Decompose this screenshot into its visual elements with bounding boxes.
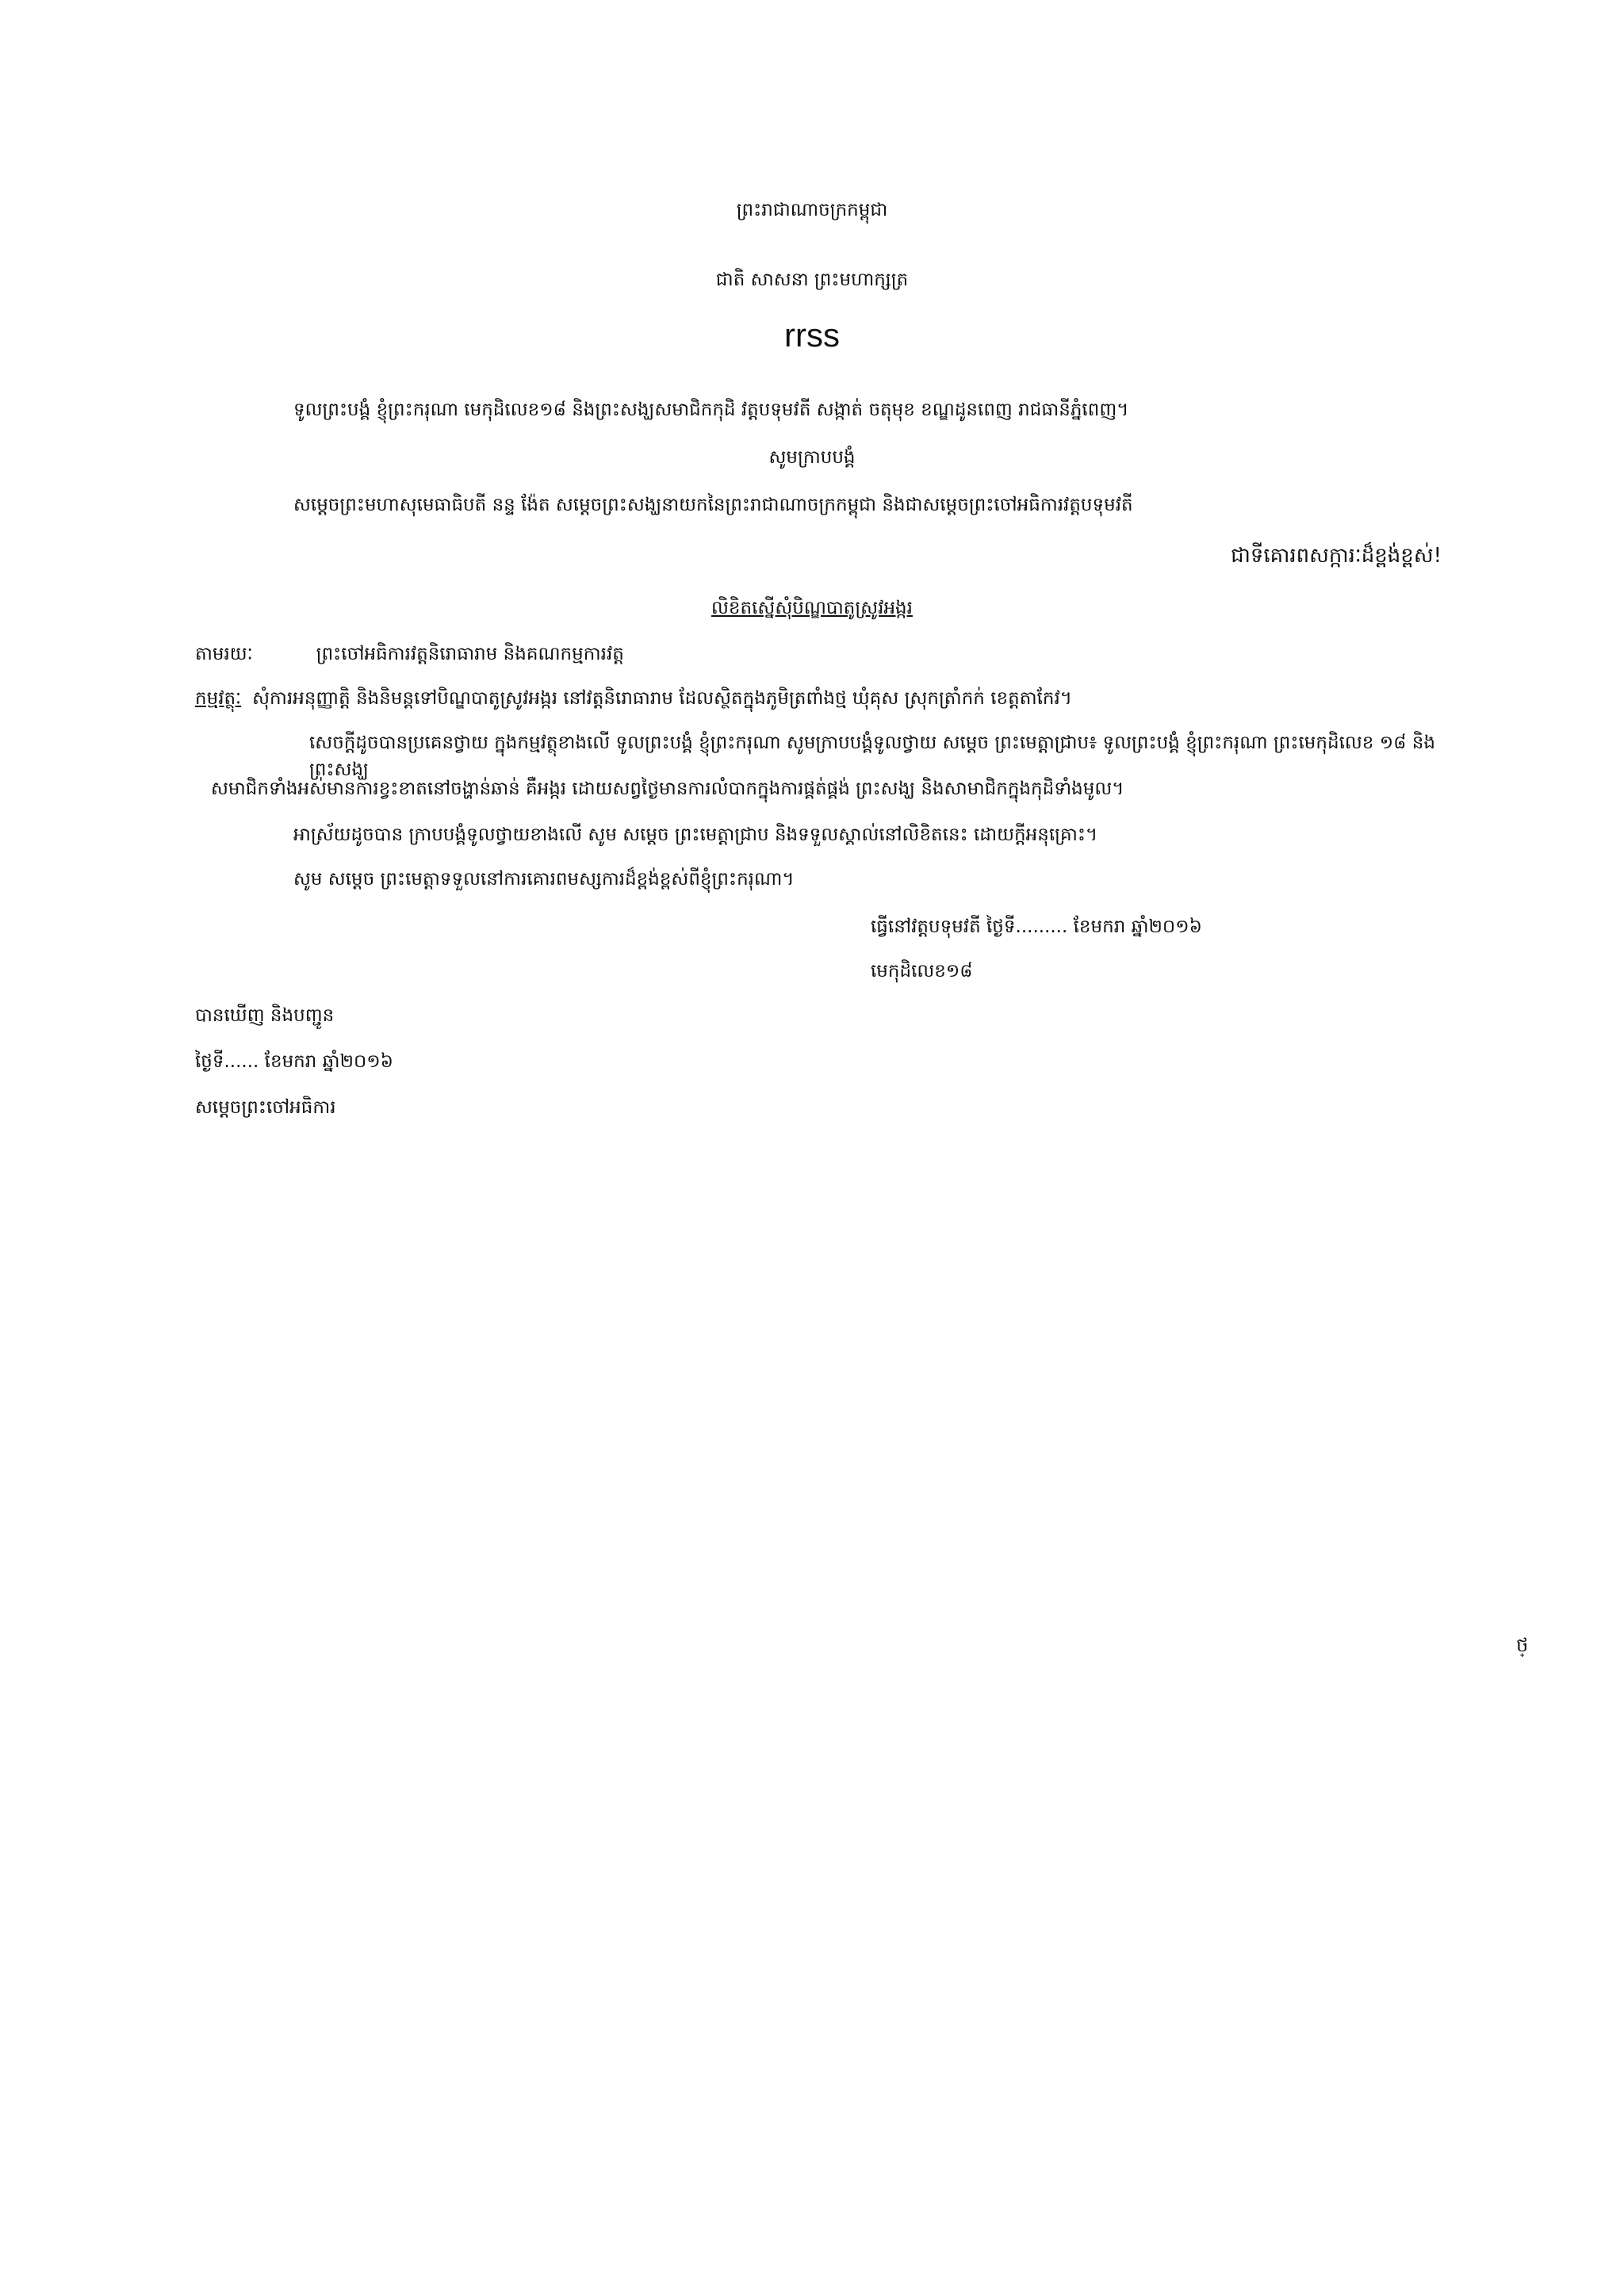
subject-row xyxy=(195,685,1072,712)
sender-line: ទូលព្រះបង្គំ ខ្ញុំព្រះករុណា មេកុដិលេខ១៨ និងព្រះសង្ឃសមាជិកកុដិ វត្តបទុមវតី សង្កាត់ ចតុមុខ ខណ្ឌដូនពេញ រាជធានីភ្នំពេញ។ xyxy=(293,400,1129,420)
ornament-symbol: rrss xyxy=(784,316,840,354)
respect-line: សូមក្រាបបង្គំ xyxy=(768,447,856,468)
document-title: លិខិតស្នើសុំបិណ្ឌបាតូស្រូវអង្ករ xyxy=(711,598,913,618)
via-value: ព្រះចៅអធិការវត្តនិរោធារាម និងគណកម្មការវត្ត xyxy=(316,644,624,664)
subject-label: កម្មវត្ថុៈ xyxy=(195,688,242,709)
body-paragraph-1-rest: សមាជិកទាំងអស់មានការខ្វះខាតនៅចង្ហាន់ឆាន់ គឺអង្ករ ដោយសព្វថ្ងៃមានការលំបាកក្នុងការផ្គត់ផ្គង់ ព្រះសង្ឃ និងសាមាជិកក្នុងកុដិទាំងមូល។ xyxy=(211,779,1124,799)
signature-signer: មេកុដិលេខ១៨ xyxy=(871,961,973,982)
subject-value: សុំការអនុញ្ញាត្តិ និងនិមន្តទៅបិណ្ឌបាតូស្រូវអង្ករ នៅវត្តនិរោធារាម ដែលស្ថិតក្នុងភូមិត្រពាំងថ្ម ឃុំគុស ស្រុកត្រាំកក់ ខេត្តតាកែវ។ xyxy=(252,688,1072,709)
body-paragraph-2: អាស្រ័យដូចបាន ក្រាបបង្គំទូលថ្វាយខាងលើ សូម សម្តេច ព្រះមេត្តាជ្រាប និងទទួលស្គាល់នៅលិខិតនេះ ដោយក្តីអនុគ្រោះ។ xyxy=(293,825,1098,845)
body-paragraph-1-first: សេចក្តីដូចបានប្រគេនថ្វាយ ក្នុងកម្មវត្ថុខាងលើ ទូលព្រះបង្គំ ខ្ញុំព្រះករុណា សូមក្រាបបង្គំទូលថ្វាយ សម្តេច ព្រះមេត្តាជ្រាប៖ ទូលព្រះបង្គំ ខ្ញុំព្រះករុណា ព្រះមេកុដិលេខ ១៨ និងព្រះសង្ឃ xyxy=(309,733,1435,780)
page-marker: ថ្ xyxy=(1516,1634,1529,1656)
recipient-line: សម្តេចព្រះមហាសុមេធាធិបតី នន្ទ ង៉ែត សម្តេចព្រះសង្ឃនាយកនៃព្រះរាជាណាចក្រកម្ពុជា និងជាសម្តេចព្រះចៅអធិការវត្តបទុមវតី xyxy=(293,495,1133,515)
signature-place-date: ធ្វើនៅវត្តបទុមវតី ថ្ងៃទី......... ខែមករា ឆ្នាំ២០១៦ xyxy=(871,916,1202,937)
motto-heading: ជាតិ សាសនា ព្រះមហាក្សត្រ xyxy=(715,270,909,290)
body-paragraph-3: សូម សម្តេច ព្រះមេត្តាទទួលនៅការគោរពមស្សការដ៏ខ្ពង់ខ្ពស់ពីខ្ញុំព្រះករុណា។ xyxy=(293,869,795,890)
approval-seen: បានឃើញ និងបញ្ជូន xyxy=(195,1005,335,1026)
via-row xyxy=(195,641,624,668)
approval-title: សម្តេចព្រះចៅអធិការ xyxy=(195,1097,336,1118)
approval-date: ថ្ងៃទី...... ខែមករា ឆ្នាំ២០១៦ xyxy=(195,1051,393,1072)
honor-line: ជាទីគោរពសក្ការៈដ៏ខ្ពង់ខ្ពស់! xyxy=(1231,544,1442,568)
via-label: តាមរយៈ xyxy=(195,644,253,664)
kingdom-heading: ព្រះរាជាណាចក្រកម្ពុជា xyxy=(736,200,888,220)
